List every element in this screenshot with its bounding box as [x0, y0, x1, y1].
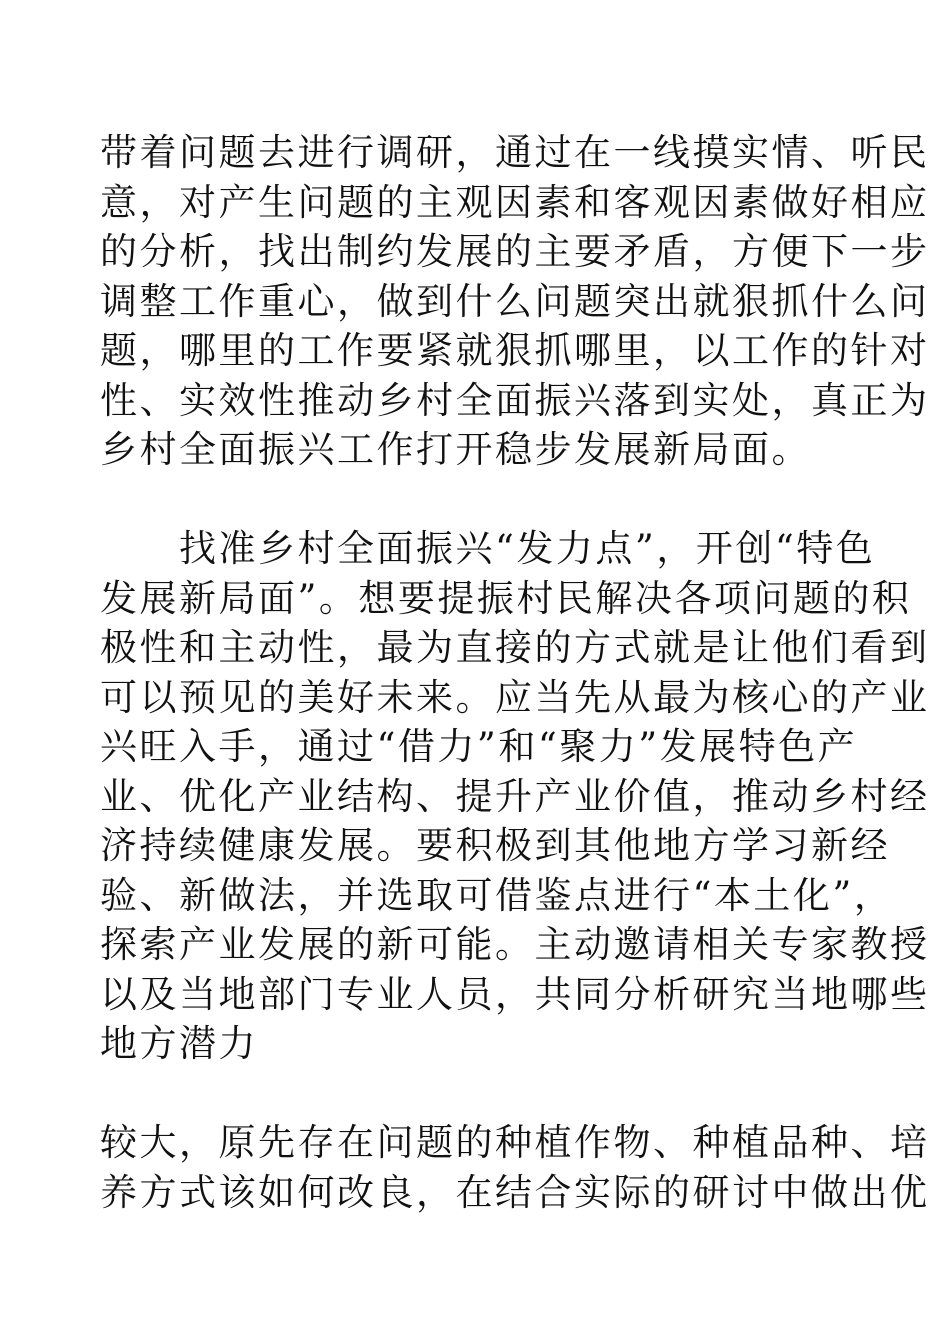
- paragraph-focus-point: [100, 524, 930, 1069]
- text-line: 题，哪里的工作要紧就狠抓哪里，以工作的针对: [100, 329, 930, 372]
- text-line: 极性和主动性，最为直接的方式就是让他们看到: [100, 626, 930, 669]
- text-line: 以及当地部门专业人员，共同分析研究当地哪些: [100, 972, 930, 1016]
- text-line: 发展新局面”。想要提振村民解决各项问题的积: [100, 576, 912, 620]
- text-line: 养方式该如何改良，在结合实际的研讨中做出优: [100, 1170, 930, 1214]
- text-line: 带着问题去进行调研，通过在一线摸实情、听民: [100, 131, 930, 174]
- paragraph-research: [100, 128, 930, 475]
- text-line: 意，对产生问题的主观因素和客观因素做好相应: [100, 180, 930, 224]
- text-line: 验、新做法，并选取可借鉴点进行“本土化”，: [100, 873, 894, 917]
- text-line: 探索产业发展的新可能。主动邀请相关专家教授: [100, 923, 930, 966]
- text-line: 性、实效性推动乡村全面振兴落到实处，真正为: [100, 378, 930, 422]
- text-line: 的分析，找出制约发展的主要矛盾，方便下一步: [100, 230, 930, 273]
- text-line: 业、优化产业结构、提升产业价值，推动乡村经: [100, 774, 930, 818]
- text-line: 兴旺入手，通过“借力”和“聚力”发展特色产: [100, 725, 858, 768]
- text-line: 乡村全面振兴工作打开稳步发展新局面。: [100, 428, 811, 471]
- text-line: 可以预见的美好未来。应当先从最为核心的产业: [100, 675, 930, 719]
- paragraph-continuation: [100, 1118, 930, 1217]
- text-line: 地方潜力: [100, 1022, 258, 1065]
- text-line: 济持续健康发展。要积极到其他地方学习新经: [100, 824, 890, 867]
- text-line: 较大，原先存在问题的种植作物、种植品种、培: [100, 1121, 930, 1164]
- text-line: 找准乡村全面振兴“发力点”，开创“特色: [100, 527, 876, 570]
- text-line: 调整工作重心，做到什么问题突出就狠抓什么问: [100, 279, 930, 323]
